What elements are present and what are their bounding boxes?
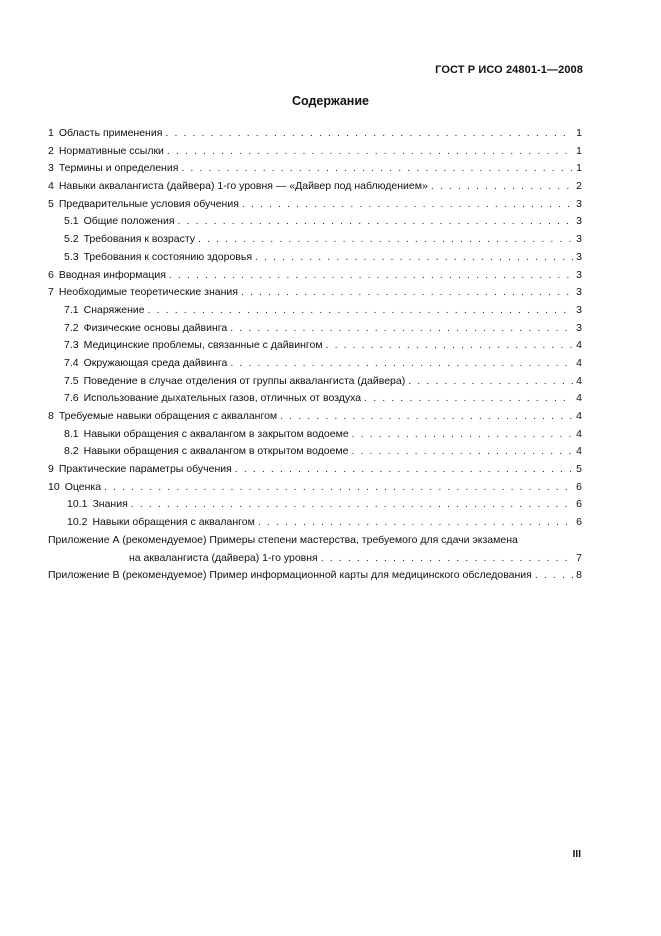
- toc-entry-number: 10.1: [67, 498, 88, 511]
- toc-entry-page: 4: [576, 427, 582, 440]
- table-of-contents: [48, 125, 582, 585]
- dot-leader: [131, 496, 573, 514]
- toc-entry-number: 3: [48, 162, 54, 175]
- dot-leader: [198, 231, 573, 249]
- dot-leader: [230, 320, 573, 338]
- toc-entry-page: 4: [576, 374, 582, 387]
- toc-entry-number: 7: [48, 286, 54, 299]
- toc-entry-page: 3: [576, 233, 582, 246]
- toc-entry-number: 8.2: [64, 445, 79, 458]
- toc-entry[interactable]: [48, 443, 582, 461]
- toc-entry-title: Общие положения: [83, 215, 175, 228]
- toc-entry[interactable]: [48, 390, 582, 408]
- dot-leader: [326, 337, 574, 355]
- toc-entry-number: 7.5: [64, 374, 79, 387]
- toc-entry-number: 6: [48, 268, 54, 281]
- toc-entry-page: 1: [576, 162, 582, 175]
- toc-entry-page: 3: [576, 197, 582, 210]
- toc-entry[interactable]: [48, 284, 582, 302]
- toc-entry-title: Навыки обращения с аквалангом в закрытом водоеме: [83, 427, 349, 440]
- toc-entry[interactable]: [48, 302, 582, 320]
- dot-leader: [148, 302, 574, 320]
- toc-entry-title: Необходимые теоретические знания: [58, 286, 238, 299]
- toc-entry[interactable]: [48, 408, 582, 426]
- dot-leader: [104, 479, 573, 497]
- toc-entry[interactable]: [48, 231, 582, 249]
- toc-entry[interactable]: [48, 267, 582, 285]
- toc-entry-number: 10: [48, 480, 60, 493]
- toc-entry-title: Требуемые навыки обращения с аквалангом: [58, 410, 278, 422]
- toc-entry-page: 4: [576, 410, 582, 422]
- toc-entry-title: Нормативные ссылки: [58, 144, 164, 157]
- dot-leader: [280, 408, 573, 426]
- toc-entry-number: 2: [48, 144, 54, 157]
- toc-entry-page: 1: [576, 127, 582, 139]
- dot-leader: [258, 514, 573, 532]
- toc-entry-title: Поведение в случае отделения от группы аквалангиста (дайвера): [83, 374, 406, 387]
- toc-entry[interactable]: [48, 355, 582, 373]
- page-number: III: [572, 849, 581, 860]
- toc-entry[interactable]: [48, 514, 582, 532]
- toc-entry-page: 3: [576, 268, 582, 281]
- toc-entry-number: 9: [48, 463, 54, 476]
- toc-entry-number: 7.3: [64, 339, 79, 352]
- dot-leader: [364, 390, 573, 408]
- toc-entry-page: 1: [576, 144, 582, 157]
- toc-entry-title: Медицинские проблемы, связанные с дайвингом: [83, 339, 323, 352]
- toc-entry-number: 5.3: [64, 250, 79, 263]
- toc-entry-page: 4: [576, 356, 582, 369]
- toc-entry[interactable]: [48, 461, 582, 479]
- dot-leader: [178, 213, 574, 231]
- toc-entry-title: Использование дыхательных газов, отличных от воздуха: [83, 392, 362, 405]
- toc-entry-number: 10.2: [67, 516, 88, 529]
- toc-appendix-entry[interactable]: [48, 567, 582, 585]
- toc-entry-page: 5: [576, 463, 582, 476]
- dot-leader: [230, 355, 573, 373]
- toc-entry-number: 5: [48, 197, 54, 210]
- standard-designation: ГОСТ Р ИСО 24801-1—2008: [435, 64, 583, 76]
- toc-entry-title: Знания: [92, 498, 128, 511]
- toc-entry-page: 6: [576, 480, 582, 493]
- toc-entry-page: 6: [576, 498, 582, 511]
- toc-entry-title: Требования к состоянию здоровья: [83, 250, 253, 263]
- toc-entry-page: 4: [576, 392, 582, 405]
- toc-entry[interactable]: [48, 125, 582, 143]
- toc-entry[interactable]: [48, 337, 582, 355]
- toc-entry-number: 5.2: [64, 233, 79, 246]
- toc-entry-number: 1: [48, 127, 54, 139]
- toc-entry-title: Навыки обращения с аквалангом в открытом водоеме: [83, 445, 349, 458]
- toc-entry[interactable]: [48, 320, 582, 338]
- toc-entry[interactable]: [48, 373, 582, 391]
- dot-leader: [169, 267, 573, 285]
- toc-entry-title: Термины и определения: [58, 162, 179, 175]
- toc-entry-number: 7.6: [64, 392, 79, 405]
- toc-entry-number: 7.1: [64, 303, 79, 316]
- toc-entry[interactable]: [48, 479, 582, 497]
- toc-entry[interactable]: [48, 426, 582, 444]
- toc-entry-page: 3: [576, 250, 582, 263]
- dot-leader: [352, 426, 573, 444]
- toc-entry-title: Вводная информация: [58, 268, 166, 281]
- appendix-title-continued: на аквалангиста (дайвера) 1-го уровня: [129, 551, 318, 564]
- dot-leader: [255, 249, 573, 267]
- toc-entry[interactable]: [48, 143, 582, 161]
- toc-entry-page: 6: [576, 516, 582, 529]
- toc-entry-title: Практические параметры обучения: [58, 463, 232, 476]
- toc-entry-title: Оценка: [64, 480, 102, 493]
- dot-leader: [167, 143, 573, 161]
- toc-entry-number: 7.2: [64, 321, 79, 334]
- toc-entry-page: 4: [576, 445, 582, 458]
- toc-entry-title: Физические основы дайвинга: [83, 321, 228, 334]
- toc-appendix-entry[interactable]: [48, 532, 582, 567]
- toc-entry-page: 4: [576, 339, 582, 352]
- toc-entry[interactable]: [48, 196, 582, 214]
- toc-entry-number: 8: [48, 410, 54, 422]
- toc-entry-title: Навыки обращения с аквалангом: [92, 516, 255, 529]
- toc-entry-title: Окружающая среда дайвинга: [83, 356, 228, 369]
- appendix-title: Приложение А (рекомендуемое) Примеры степени мастерства, требуемого для сдачи экзамена: [48, 533, 518, 546]
- toc-entry-title: Требования к возрасту: [83, 233, 196, 246]
- toc-entry-page: 3: [576, 321, 582, 334]
- toc-entry-page: 3: [576, 303, 582, 316]
- toc-entry-title: Предварительные условия обучения: [58, 197, 239, 210]
- dot-leader: [321, 550, 573, 568]
- toc-entry-page: 3: [576, 286, 582, 299]
- toc-entry[interactable]: [48, 178, 582, 196]
- appendix-page: 8: [576, 569, 582, 582]
- toc-entry-page: 2: [576, 180, 582, 193]
- page-title: Содержание: [291, 94, 369, 108]
- appendix-title: Приложение В (рекомендуемое) Пример информационной карты для медицинского обследования: [48, 569, 532, 582]
- dot-leader: [351, 443, 573, 461]
- toc-entry-page: 3: [576, 215, 582, 228]
- toc-entry[interactable]: [48, 213, 582, 231]
- toc-entry-number: 8.1: [64, 427, 79, 440]
- dot-leader: [408, 373, 573, 391]
- toc-entry[interactable]: [48, 249, 582, 267]
- toc-entry[interactable]: [48, 496, 582, 514]
- dot-leader: [535, 567, 573, 585]
- toc-entry-number: 4: [48, 180, 54, 193]
- toc-entry-title: Навыки аквалангиста (дайвера) 1-го уровня — «Дайвер под наблюдением»: [58, 180, 428, 193]
- dot-leader: [242, 196, 573, 214]
- dot-leader: [431, 178, 573, 196]
- toc-entry[interactable]: [48, 160, 582, 178]
- appendix-page: 7: [576, 551, 582, 564]
- toc-entry-title: Область применения: [58, 127, 163, 139]
- toc-entry-number: 7.4: [64, 356, 79, 369]
- toc-entry-number: 5.1: [64, 215, 79, 228]
- dot-leader: [235, 461, 573, 479]
- toc-entry-title: Снаряжение: [83, 303, 145, 316]
- dot-leader: [181, 160, 573, 178]
- dot-leader: [165, 125, 573, 143]
- dot-leader: [241, 284, 573, 302]
